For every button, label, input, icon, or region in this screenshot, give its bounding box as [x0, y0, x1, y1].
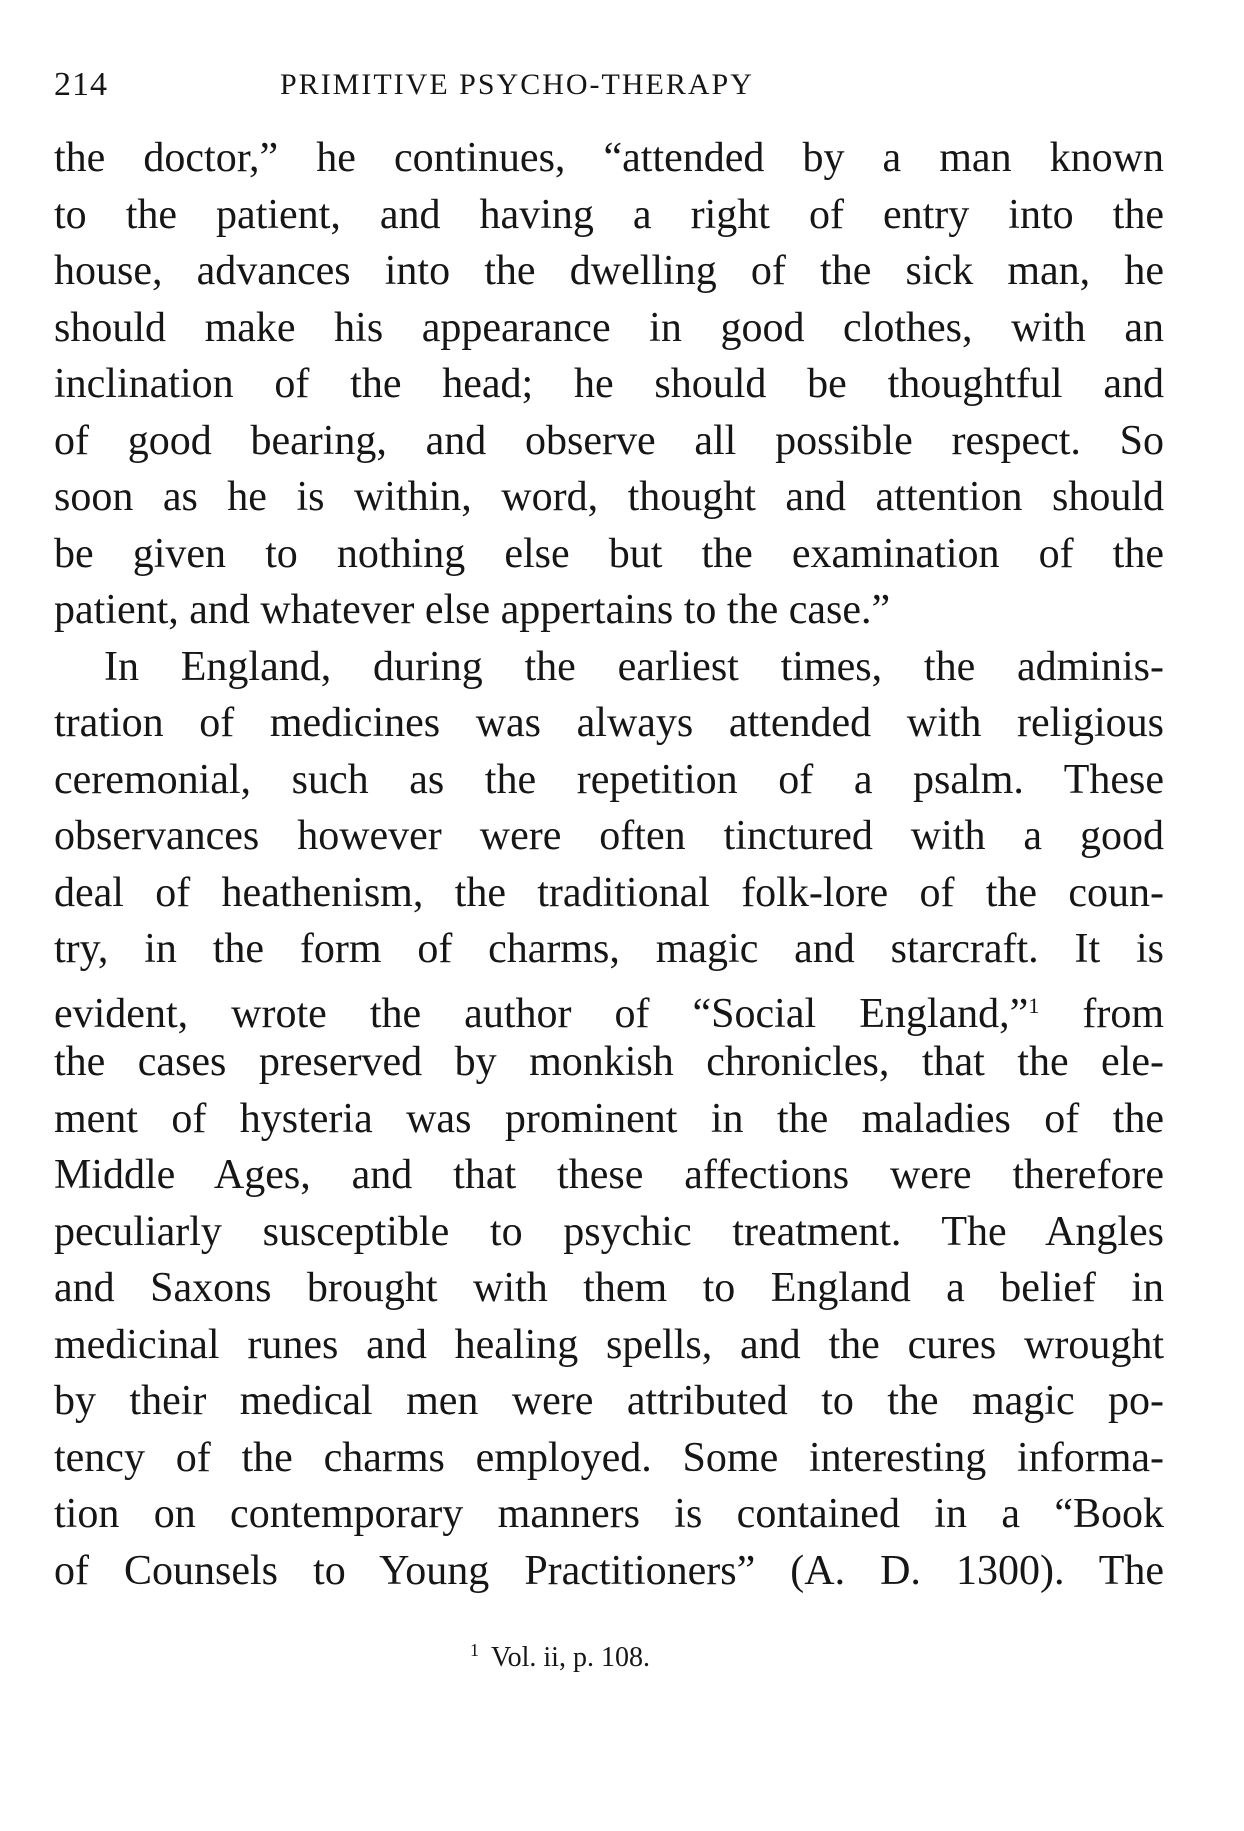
text-line: Middle Ages, and that these affections were therefore [54, 1152, 1164, 1198]
text-line: the cases preserved by monkish chronicles, that the ele- [54, 1039, 1164, 1085]
text-line: and Saxons brought with them to England a belief in [54, 1265, 1164, 1311]
line-text: evident, wrote the author of “Social England,” [54, 990, 1029, 1037]
text-line: by their medical men were attributed to the magic po- [54, 1378, 1164, 1424]
page-header [54, 66, 1174, 110]
paragraph-start-line: In England, during the earliest times, the adminis- [104, 643, 1164, 690]
text-line-with-footnote-ref [54, 978, 1164, 1035]
text-line: inclination of the head; he should be thoughtful and [54, 361, 1164, 407]
text-line: of good bearing, and observe all possible respect. So [54, 417, 1164, 464]
text-line: soon as he is within, word, thought and attention should [54, 474, 1164, 520]
text-line: patient, and whatever else appertains to the case.” [54, 587, 891, 633]
text-line: deal of heathenism, the traditional folk-lore of the coun- [54, 869, 1164, 916]
footnote-reference: 1 [1028, 992, 1040, 1018]
text-line: tion on contemporary manners is contained in a “Book [54, 1491, 1164, 1537]
line-tail: from [1082, 990, 1165, 1037]
page-number: 214 [54, 66, 108, 103]
text-line: to the patient, and having a right of entry into the [54, 191, 1164, 238]
footnote-text: Vol. ii, p. 108. [491, 1642, 650, 1673]
text-line: house, advances into the dwelling of the sick man, he [54, 248, 1164, 294]
body-text [54, 130, 1164, 1599]
text-line: of Counsels to Young Practitioners” (A. D. 1300). The [54, 1547, 1164, 1594]
text-line: observances however were often tinctured with a good [54, 813, 1164, 859]
text-line: peculiarly susceptible to psychic treatment. The Angles [54, 1208, 1164, 1255]
text-line: tration of medicines was always attended with religious [54, 700, 1164, 746]
text-line: ceremonial, such as the repetition of a psalm. These [54, 756, 1164, 803]
text-line: be given to nothing else but the examination of the [54, 530, 1164, 577]
text-line: the doctor,” he continues, “attended by a man known [54, 135, 1164, 181]
footnote [470, 1630, 650, 1678]
footnote-mark: 1 [470, 1640, 479, 1660]
text-line: medicinal runes and healing spells, and the cures wrought [54, 1321, 1164, 1368]
text-line: ment of hysteria was prominent in the maladies of the [54, 1095, 1164, 1142]
text-line: try, in the form of charms, magic and starcraft. It is [54, 926, 1164, 972]
text-line: should make his appearance in good clothes, with an [54, 304, 1164, 351]
text-line: tency of the charms employed. Some interesting informa- [54, 1434, 1164, 1481]
running-title: PRIMITIVE PSYCHO-THERAPY [280, 68, 754, 101]
